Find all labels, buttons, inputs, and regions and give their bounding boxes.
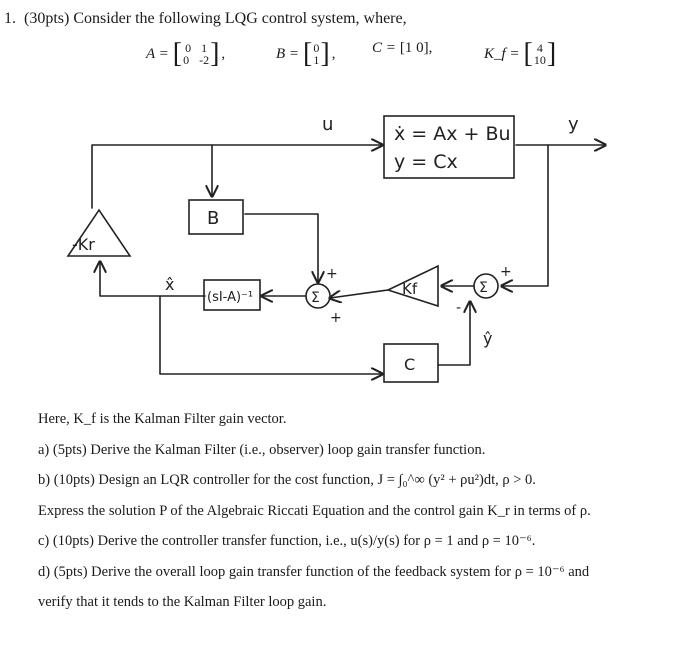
matrix-Kf-label: K_f = <box>484 45 520 62</box>
integrator-label: (sI-A)⁻¹ <box>207 290 254 305</box>
matrix-C-label: C = <box>372 40 396 56</box>
matrix-cell: 1 <box>201 41 208 55</box>
text-line-6: d) (5pts) Derive the overall loop gain transfer function of the feedback system for ρ = 10⁻⁶ and <box>38 563 590 580</box>
matrix-C-value: [1 0], <box>399 40 433 56</box>
xhat-to-C-line <box>160 296 382 374</box>
Kf-to-sum-line <box>330 290 388 298</box>
yhat-label: ŷ <box>483 329 493 348</box>
question-title: (30pts) Consider the following LQG control system, where, <box>24 10 407 27</box>
matrix-cell: 1 <box>313 53 320 67</box>
B-to-sum-line <box>245 214 318 282</box>
Kr-label: -Kr <box>72 235 95 254</box>
matrix-B: B = [ 0 1 ] , <box>276 38 336 69</box>
matrix-Kf: K_f = [ 4 10 ] <box>484 38 557 69</box>
error-plus: + <box>500 264 512 280</box>
y-label: y <box>568 114 579 135</box>
B-block-label: B <box>207 208 220 229</box>
matrix-cell: 10 <box>533 53 546 67</box>
sum-plus-top: + <box>326 266 338 282</box>
error-minus: - <box>456 300 462 316</box>
xhat-to-Kr-line <box>100 262 205 296</box>
matrix-cell: -2 <box>199 53 210 67</box>
text-line-3: b) (10pts) Design an LQR controller for the cost function, J = ∫₀^∞ (y² + ρu²)dt, ρ > 0. <box>38 472 536 488</box>
Kf-label: Kf <box>402 280 418 298</box>
text-line-7: verify that it tends to the Kalman Filter loop gain. <box>38 594 327 610</box>
matrix-B-label: B = <box>276 45 300 62</box>
yhat-line <box>438 302 470 365</box>
sum-symbol: Σ <box>311 290 320 306</box>
matrix-cell: 0 <box>185 41 192 55</box>
sum-plus-bottom: + <box>330 310 342 326</box>
text-line-5: c) (10pts) Derive the controller transfer function, i.e., u(s)/y(s) for ρ = 1 and ρ = 10⁻⁶. <box>38 533 536 549</box>
matrix-A: A = [ 0 1 0 -2 ] , <box>146 38 226 69</box>
u-label: u <box>322 114 334 135</box>
xhat-label: x̂ <box>165 275 175 294</box>
matrix-cell: 4 <box>536 41 543 55</box>
text-line-4: Express the solution P of the Algebraic Riccati Equation and the control gain K_r in terms of ρ. <box>38 502 591 519</box>
question-body <box>38 404 688 618</box>
matrix-cell: 0 <box>183 53 190 67</box>
question-number: 1. <box>4 10 16 27</box>
text-line-1: Here, K_f is the Kalman Filter gain vector. <box>38 411 287 427</box>
matrix-A-label: A = <box>146 45 169 62</box>
text-line-2: a) (5pts) Derive the Kalman Filter (i.e., observer) loop gain transfer function. <box>38 441 486 458</box>
matrix-cell: 0 <box>313 41 320 55</box>
C-block-label: C <box>404 355 416 374</box>
error-sum-symbol: Σ <box>479 280 488 296</box>
plant-output-equation: y = Cx <box>394 151 458 173</box>
u-signal-line <box>92 145 382 208</box>
plant-state-equation: ẋ = Ax + Bu <box>394 123 511 145</box>
